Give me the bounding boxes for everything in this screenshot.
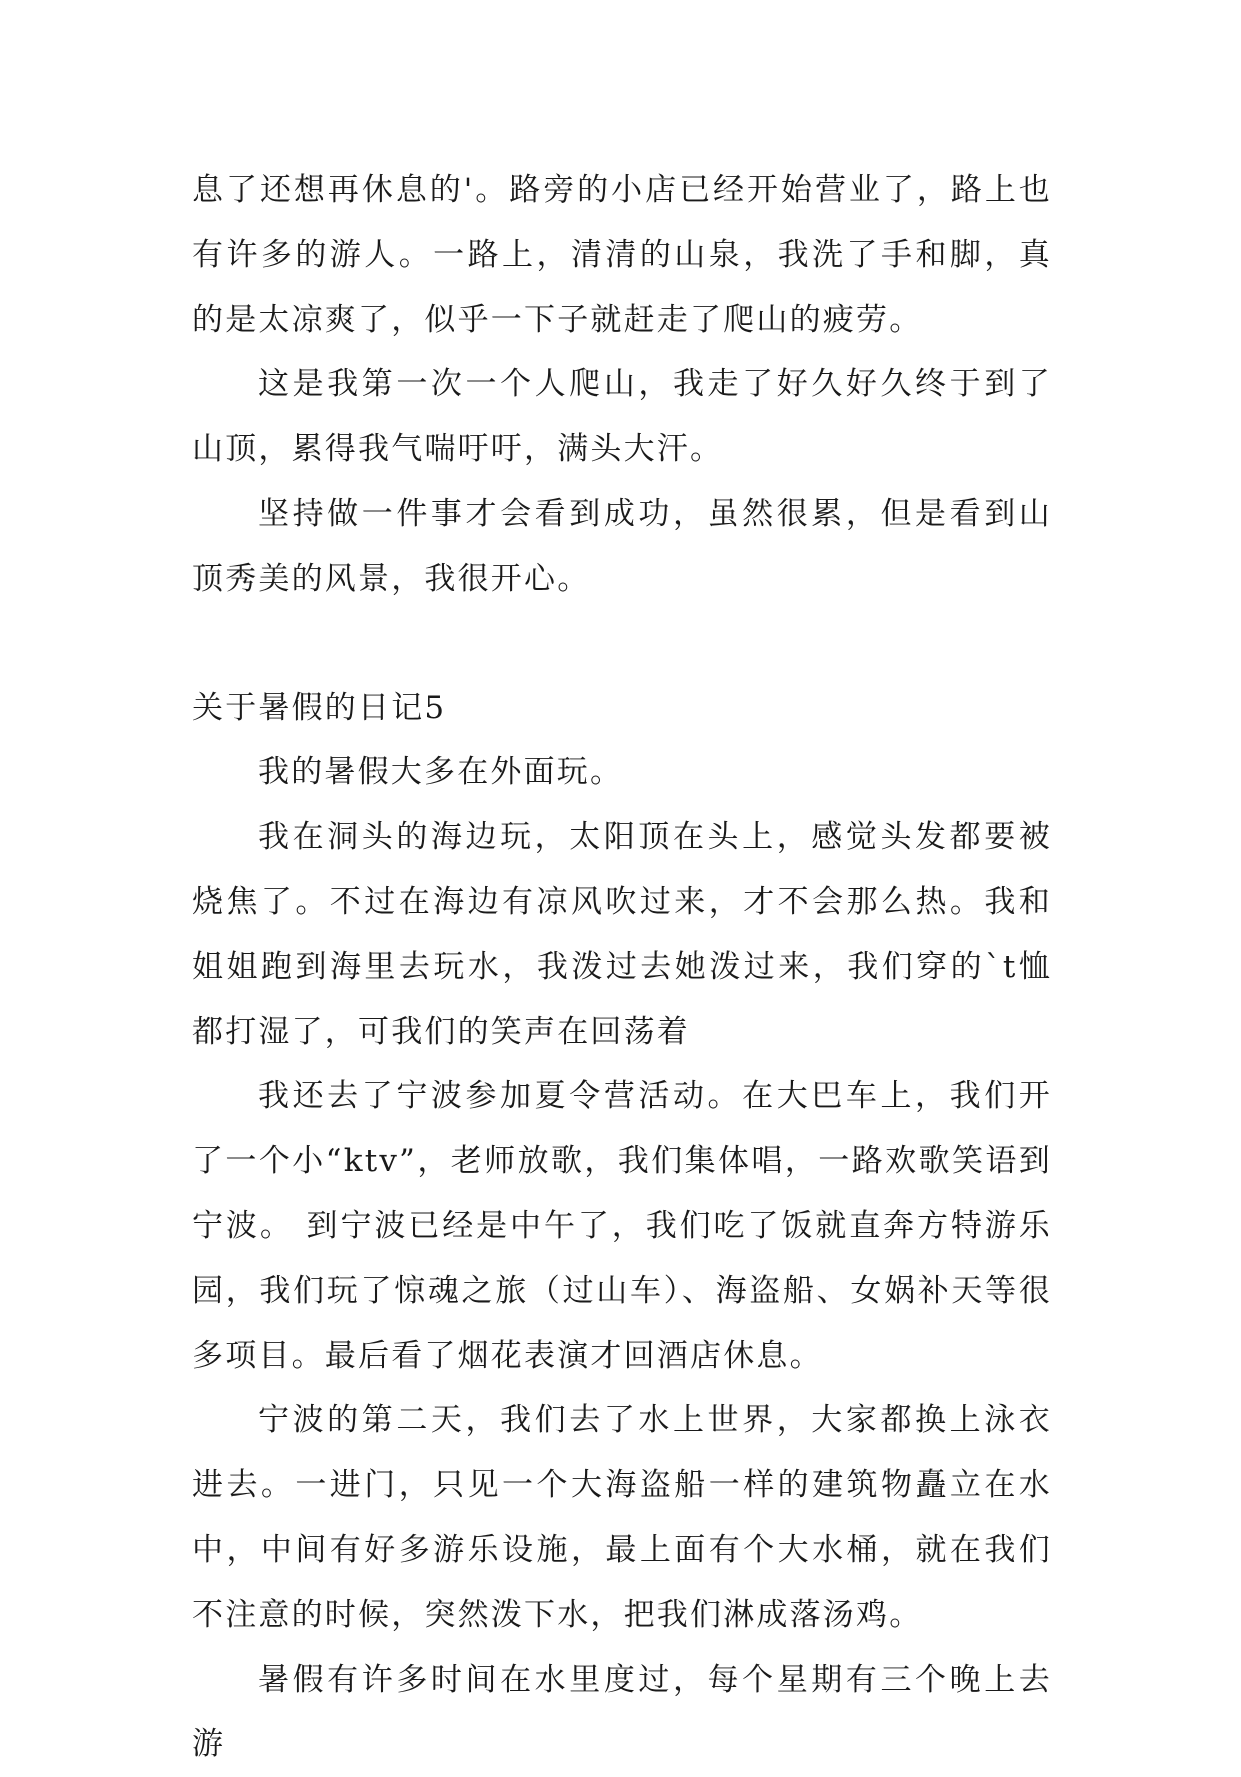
document-body: [192, 158, 1052, 1777]
section-spacer: [192, 612, 1052, 676]
paragraph: 这是我第一次一个人爬山，我走了好久好久终于到了山顶，累得我气喘吁吁，满头大汗。: [192, 366, 1052, 468]
paragraph: 我还去了宁波参加夏令营活动。在大巴车上，我们开了一个小“ktv”，老师放歌，我们集体唱，一路欢歌笑语到宁波。 到宁波已经是中午了，我们吃了饭就直奔方特游乐园，我们玩了惊魂之旅（过山车）、海盗船、女娲补天等很多项目。最后看了烟花表演才回酒店休息。: [192, 1078, 1052, 1374]
paragraph: 宁波的第二天，我们去了水上世界，大家都换上泳衣进去。一进门，只见一个大海盗船一样的建筑物矗立在水中，中间有好多游乐设施，最上面有个大水桶，就在我们不注意的时候，突然泼下水，把我们淋成落汤鸡。: [192, 1402, 1052, 1633]
paragraph: 坚持做一件事才会看到成功，虽然很累，但是看到山顶秀美的风景，我很开心。: [192, 495, 1052, 597]
paragraph-continued: 息了还想再休息的'。路旁的小店已经开始营业了，路上也有许多的游人。一路上，清清的山泉，我洗了手和脚，真的是太凉爽了，似乎一下子就赶走了爬山的疲劳。: [192, 172, 1052, 338]
paragraph: 我的暑假大多在外面玩。: [258, 754, 624, 791]
paragraph: 我在洞头的海边玩，太阳顶在头上，感觉头发都要被烧焦了。不过在海边有凉风吹过来，才不会那么热。我和姐姐跑到海里去玩水，我泼过去她泼过来，我们穿的`t恤都打湿了，可我们的笑声在回荡着: [192, 819, 1052, 1050]
section-title: 关于暑假的日记5: [192, 689, 447, 726]
paragraph: 暑假有许多时间在水里度过，每个星期有三个晚上去游: [192, 1661, 1052, 1763]
